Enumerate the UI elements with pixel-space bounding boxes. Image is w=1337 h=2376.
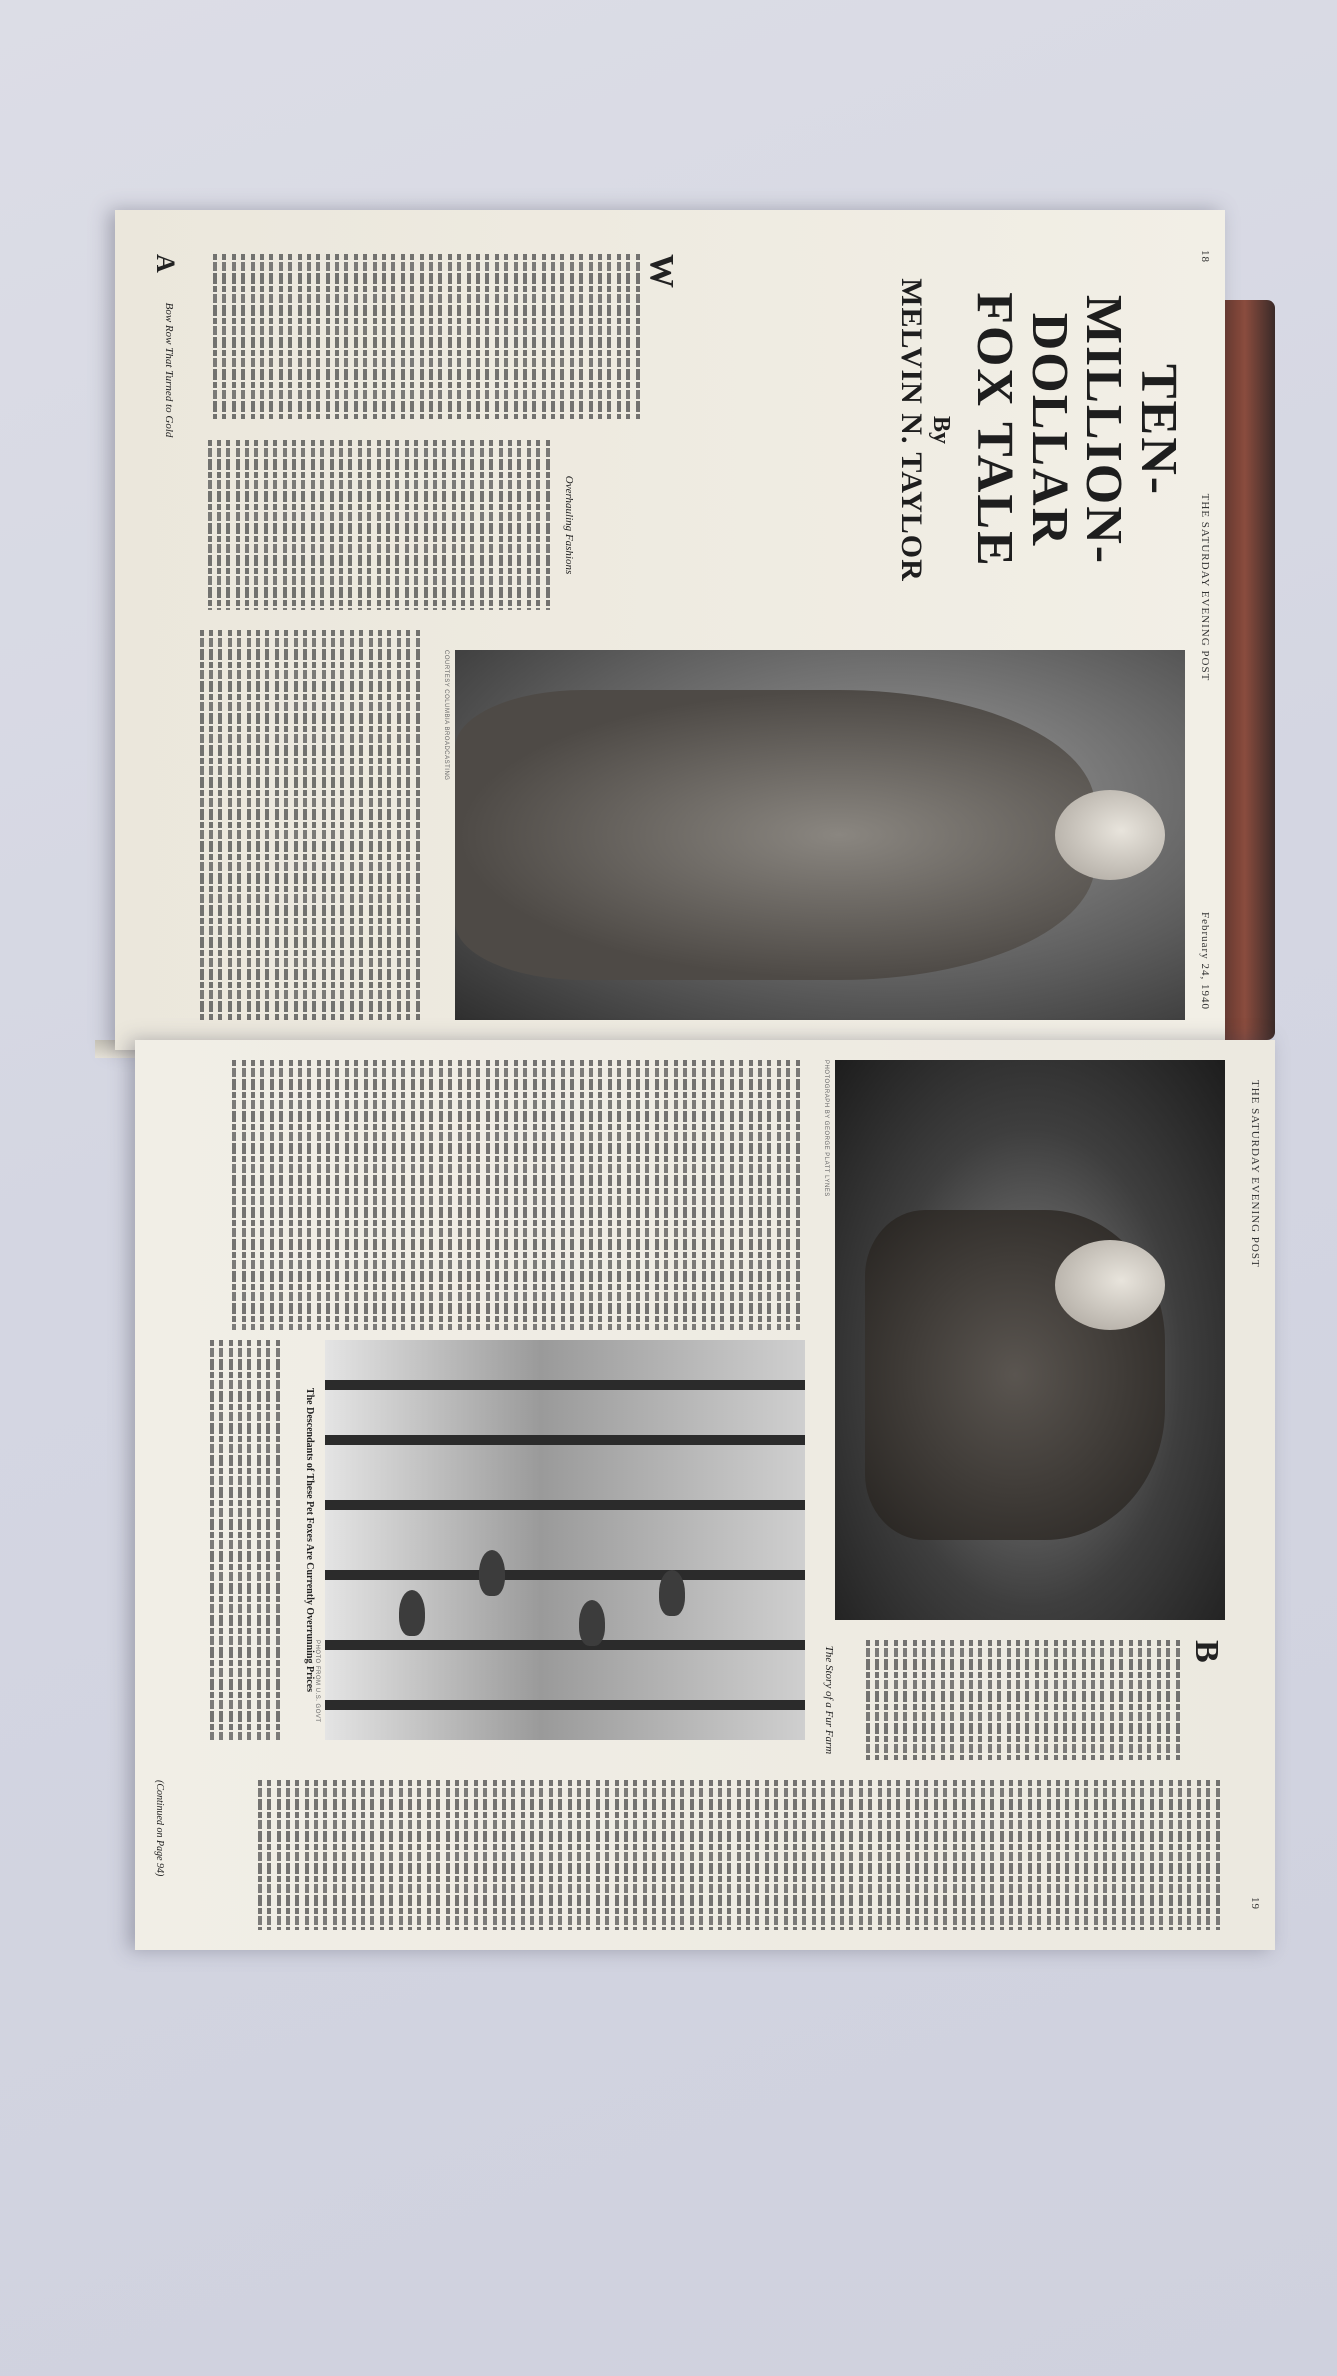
top-photo-credit: COURTESY COLUMBIA BROADCASTING	[443, 650, 449, 781]
left-page	[115, 210, 1225, 1050]
right-running-head	[1249, 1080, 1261, 1910]
left-magazine-name: THE SATURDAY EVENING POST	[1199, 493, 1211, 682]
right-page	[135, 1040, 1275, 1950]
left-running-head	[1199, 250, 1211, 1010]
subhead-overhauling: Overhauling Fashions	[563, 475, 575, 575]
right-dropcap: B	[1188, 1640, 1225, 1663]
author-name: MELVIN N. TAYLOR	[895, 278, 929, 582]
article-title-line-3: FOX TALE	[966, 292, 1024, 568]
right-column-1	[845, 1640, 1185, 1760]
fox-snow-photo	[325, 1340, 805, 1740]
article-title-line-1: TEN-MILLION-	[1075, 294, 1187, 566]
magazine-cover-edge	[1225, 300, 1275, 1040]
snow-photo-caption: The Descendants of These Pet Foxes Are Currently Overrunning Prices	[304, 1387, 315, 1693]
left-column-2	[185, 440, 555, 610]
mid-dropcap: A	[151, 254, 180, 273]
article-title-line-2: DOLLAR	[1020, 312, 1078, 548]
continued-note: (Continued on Page 94)	[154, 1780, 165, 1877]
left-dropcap: W	[643, 254, 680, 288]
bottom-photo-credit: PHOTOGRAPH BY GEORGE PLATT LYNES	[823, 1060, 829, 1197]
right-column-4	[205, 1340, 285, 1740]
right-column-2	[225, 1780, 1225, 1930]
left-column-1	[185, 254, 645, 419]
fur-coat-photo-bottom	[835, 1060, 1225, 1620]
right-page-number: 19	[1249, 1897, 1261, 1910]
article-title-block	[896, 250, 1185, 610]
subhead-fur-farm: The Story of a Fur Farm	[823, 1645, 835, 1755]
left-issue-date: February 24, 1940	[1199, 912, 1211, 1010]
left-column-3	[185, 630, 425, 1020]
right-magazine-name: THE SATURDAY EVENING POST	[1249, 1080, 1261, 1268]
fur-coat-photo-top	[455, 650, 1185, 1020]
subhead-bow-row: Bow Row That Turned to Gold	[163, 302, 175, 438]
byline-by: By	[927, 415, 954, 444]
right-column-3	[215, 1060, 805, 1330]
left-page-number: 18	[1199, 250, 1211, 263]
snow-photo-credit: PHOTO FROM U.S. GOVT	[314, 1640, 320, 1723]
